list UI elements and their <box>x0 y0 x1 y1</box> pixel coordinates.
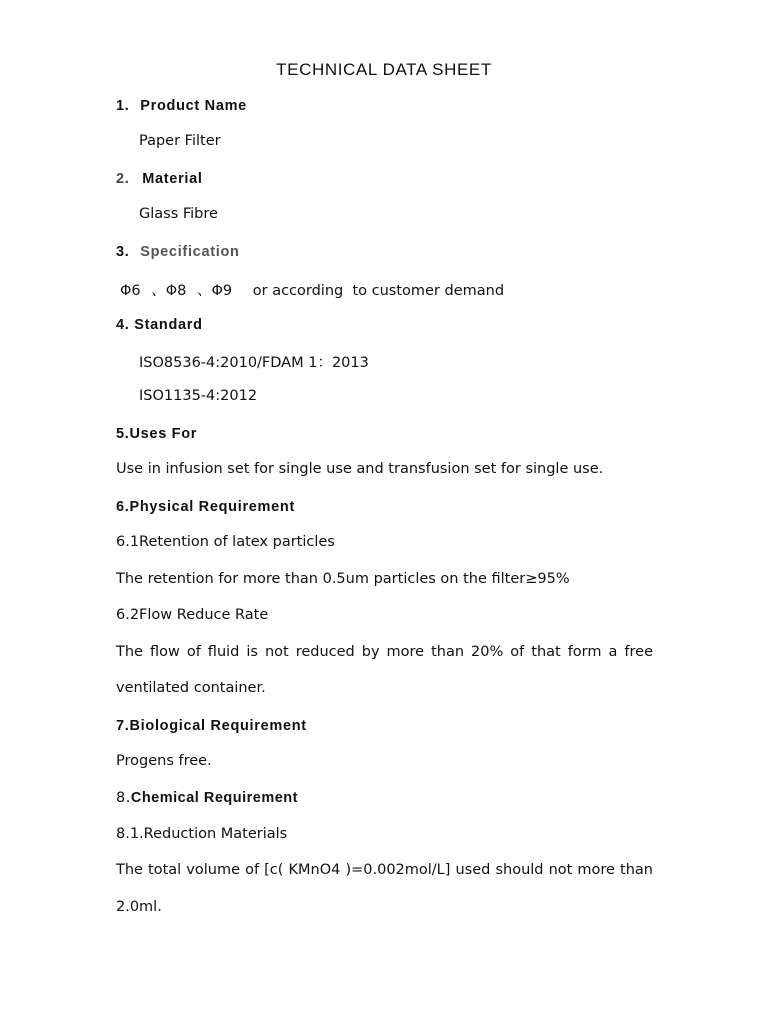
flow-text-line: The flow of fluid is not reduced by more than 20% of that form a free <box>116 644 653 660</box>
biological-text: Progens free. <box>116 753 212 769</box>
reduction-text-line: The total volume of [c( KMnO4 )=0.002mol/L] used should not more than <box>116 862 653 878</box>
page-title: TECHNICAL DATA SHEET <box>276 60 492 79</box>
spec-note: or according to customer demand <box>252 283 505 299</box>
subsection-title: 6.1Retention of latex particles <box>116 534 335 550</box>
standard-item: ISO8536-4:2010/FDAM 1：2013 <box>139 355 369 371</box>
heading-specification <box>116 244 240 260</box>
spec-size: Φ6 <box>120 283 141 299</box>
spec-size: 、Φ9 <box>197 283 233 299</box>
product-name-value: Paper Filter <box>139 133 221 149</box>
material-value: Glass Fibre <box>139 206 218 222</box>
retention-text: The retention for more than 0.5um particles on the filter≥95% <box>116 571 570 587</box>
heading-label: Chemical Requirement <box>130 790 298 806</box>
heading-physical-requirement: 6.Physical Requirement <box>116 499 295 515</box>
standard-item: ISO1135-4:2012 <box>139 388 258 404</box>
heading-number: 3. <box>116 244 130 260</box>
heading-number: 8. <box>116 790 131 806</box>
heading-number: 2. <box>116 171 130 187</box>
uses-for-text: Use in infusion set for single use and transfusion set for single use. <box>116 461 604 477</box>
heading-chemical-requirement <box>116 790 298 806</box>
heading-number: 1. <box>116 98 130 114</box>
heading-label: Material <box>142 171 203 187</box>
flow-text-line: ventilated container. <box>116 680 266 696</box>
specification-value <box>120 279 510 300</box>
heading-biological-requirement: 7.Biological Requirement <box>116 718 307 734</box>
heading-material <box>116 171 203 187</box>
subsection-title: 6.2Flow Reduce Rate <box>116 607 269 623</box>
reduction-text-line: 2.0ml. <box>116 899 162 915</box>
subsection-title: 8.1.Reduction Materials <box>116 826 288 842</box>
heading-label: Specification <box>140 244 240 260</box>
heading-standard: 4. Standard <box>116 317 203 333</box>
heading-uses-for: 5.Uses For <box>116 426 198 442</box>
heading-label: Product Name <box>140 98 247 114</box>
heading-product-name <box>116 98 247 114</box>
spec-size: 、Φ8 <box>151 283 187 299</box>
